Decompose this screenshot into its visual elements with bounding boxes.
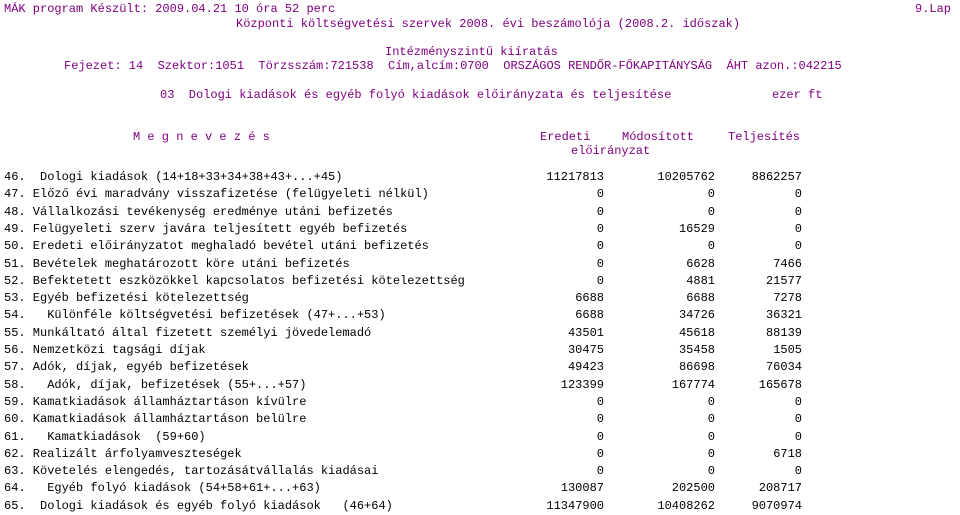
- cell-teljesites: 1505: [773, 343, 802, 357]
- row-label: 49. Felügyeleti szerv javára teljesített egyéb befizetés: [4, 221, 408, 236]
- row-label: 55. Munkáltató által fizetett személyi jövedelemadó: [4, 325, 372, 340]
- cell-eredeti: 11347900: [546, 498, 604, 513]
- cell-eredeti: 0: [596, 394, 604, 409]
- cell-modositott: 0: [707, 204, 715, 219]
- cell-modositott: 6628: [686, 256, 715, 271]
- header-name: M e g n e v e z é s: [133, 130, 270, 144]
- cell-eredeti: 43501: [567, 325, 604, 340]
- cell-eredeti: 6688: [575, 308, 604, 323]
- cell-eredeti: 0: [596, 221, 604, 236]
- table-row: [0, 463, 960, 480]
- row-label: 46. Dologi kiadások (14+18+33+34+38+43+...+45): [4, 170, 343, 184]
- cell-eredeti: 49423: [567, 360, 604, 375]
- cell-eredeti: 0: [596, 273, 604, 288]
- report-subtitle: Központi költségvetési szervek 2008. évi beszámolója (2008.2. időszak): [236, 17, 741, 31]
- cell-eredeti: 123399: [560, 377, 604, 392]
- table-row: [0, 221, 960, 238]
- cell-modositott: 10408262: [657, 498, 715, 513]
- cell-teljesites: 7466: [773, 256, 802, 271]
- header-eloiranyzat: előirányzat: [571, 144, 651, 158]
- cell-teljesites: 36321: [765, 308, 802, 323]
- row-label: 62. Realizált árfolyamveszteségek: [4, 446, 242, 461]
- cell-modositott: 0: [707, 429, 715, 444]
- row-label: 64. Egyéb folyó kiadások (54+58+61+...+63): [4, 481, 321, 496]
- table-row: [0, 204, 960, 221]
- cell-teljesites: 76034: [765, 360, 802, 375]
- cell-modositott: 0: [707, 412, 715, 427]
- cell-eredeti: 0: [596, 429, 604, 444]
- table-row: [0, 342, 960, 359]
- cell-teljesites: 165678: [758, 377, 802, 392]
- cell-modositott: 86698: [678, 360, 715, 375]
- cell-teljesites: 0: [794, 239, 802, 254]
- cell-modositott: 0: [707, 446, 715, 461]
- row-label: 56. Nemzetközi tagsági díjak: [4, 343, 206, 357]
- cell-modositott: 0: [707, 239, 715, 254]
- cell-teljesites: 6718: [773, 446, 802, 461]
- cell-modositott: 4881: [686, 273, 715, 288]
- table-row: [0, 498, 960, 515]
- cell-eredeti: 11217813: [546, 170, 604, 184]
- section-title: 03 Dologi kiadások és egyéb folyó kiadások előirányzata és teljesítése: [160, 88, 672, 102]
- table-row: [0, 359, 960, 376]
- row-label: 58. Adók, díjak, befizetések (55+...+57): [4, 377, 307, 392]
- cell-teljesites: 88139: [765, 325, 802, 340]
- table-row: [0, 480, 960, 497]
- cell-teljesites: 0: [794, 412, 802, 427]
- table-row: [0, 307, 960, 324]
- institution-info: Fejezet: 14 Szektor:1051 Törzsszám:721538 Cím,alcím:0700 ORSZÁGOS RENDŐR-FŐKAPITÁNYSÁG ÁHT azon.:042215: [64, 59, 842, 73]
- cell-teljesites: 0: [794, 429, 802, 444]
- cell-teljesites: 8862257: [751, 170, 802, 184]
- cell-teljesites: 9070974: [751, 498, 802, 513]
- cell-eredeti: 6688: [575, 291, 604, 306]
- cell-modositott: 0: [707, 187, 715, 202]
- cell-teljesites: 0: [794, 187, 802, 202]
- cell-eredeti: 0: [596, 464, 604, 479]
- table-row: [0, 446, 960, 463]
- table-row: [0, 411, 960, 428]
- table-row: [0, 325, 960, 342]
- cell-teljesites: 0: [794, 221, 802, 236]
- table-row: [0, 394, 960, 411]
- row-label: 65. Dologi kiadások és egyéb folyó kiadások (46+64): [4, 498, 393, 513]
- header-eredeti: Eredeti: [540, 130, 591, 144]
- table-row: [0, 273, 960, 290]
- header-teljesites: Teljesítés: [728, 130, 801, 144]
- cell-eredeti: 0: [596, 204, 604, 219]
- cell-eredeti: 130087: [560, 481, 604, 496]
- cell-eredeti: 0: [596, 239, 604, 254]
- cell-modositott: 45618: [678, 325, 715, 340]
- cell-modositott: 0: [707, 464, 715, 479]
- program-info: MÁK program Készült: 2009.04.21 10 óra 52 perc: [4, 2, 336, 16]
- cell-teljesites: 0: [794, 394, 802, 409]
- row-label: 61. Kamatkiadások (59+60): [4, 429, 206, 444]
- row-label: 57. Adók, díjak, egyéb befizetések: [4, 360, 249, 375]
- cell-eredeti: 0: [596, 256, 604, 271]
- cell-modositott: 34726: [678, 308, 715, 323]
- cell-teljesites: 208717: [758, 481, 802, 496]
- cell-teljesites: 0: [794, 464, 802, 479]
- unit-label: ezer ft: [772, 88, 823, 102]
- cell-eredeti: 0: [596, 187, 604, 202]
- report-title: Intézményszintű kiíratás: [385, 45, 558, 59]
- row-label: 52. Befektetett eszközökkel kapcsolatos befizetési kötelezettség: [4, 273, 465, 288]
- table-row: [0, 256, 960, 273]
- cell-eredeti: 30475: [567, 343, 604, 357]
- row-label: 54. Különféle költségvetési befizetések (47+...+53): [4, 308, 386, 323]
- cell-modositott: 6688: [686, 291, 715, 306]
- row-label: 47. Előző évi maradvány visszafizetése (felügyeleti nélkül): [4, 187, 429, 202]
- cell-eredeti: 0: [596, 446, 604, 461]
- cell-teljesites: 21577: [765, 273, 802, 288]
- row-label: 51. Bevételek meghatározott köre utáni befizetés: [4, 256, 350, 271]
- table-row: [0, 290, 960, 307]
- cell-teljesites: 0: [794, 204, 802, 219]
- table-row: [0, 169, 960, 186]
- row-label: 63. Követelés elengedés, tartozásátvállalás kiadásai: [4, 464, 379, 479]
- row-label: 59. Kamatkiadások államháztartáson kívülre: [4, 394, 307, 409]
- cell-modositott: 202500: [671, 481, 715, 496]
- row-label: 50. Eredeti előirányzatot meghaladó bevétel utáni befizetés: [4, 239, 429, 254]
- page-number: 9.Lap: [915, 2, 952, 16]
- table-row: [0, 429, 960, 446]
- cell-modositott: 167774: [671, 377, 715, 392]
- row-label: 60. Kamatkiadások államháztartáson belülre: [4, 412, 307, 427]
- cell-eredeti: 0: [596, 412, 604, 427]
- cell-teljesites: 7278: [773, 291, 802, 306]
- row-label: 53. Egyéb befizetési kötelezettség: [4, 291, 249, 306]
- header-modositott: Módosított: [622, 130, 695, 144]
- cell-modositott: 0: [707, 394, 715, 409]
- cell-modositott: 10205762: [657, 170, 715, 184]
- table-row: [0, 186, 960, 203]
- cell-modositott: 16529: [678, 221, 715, 236]
- cell-modositott: 35458: [678, 343, 715, 357]
- table-row: [0, 377, 960, 394]
- row-label: 48. Vállalkozási tevékenység eredménye utáni befizetés: [4, 204, 393, 219]
- table-row: [0, 238, 960, 255]
